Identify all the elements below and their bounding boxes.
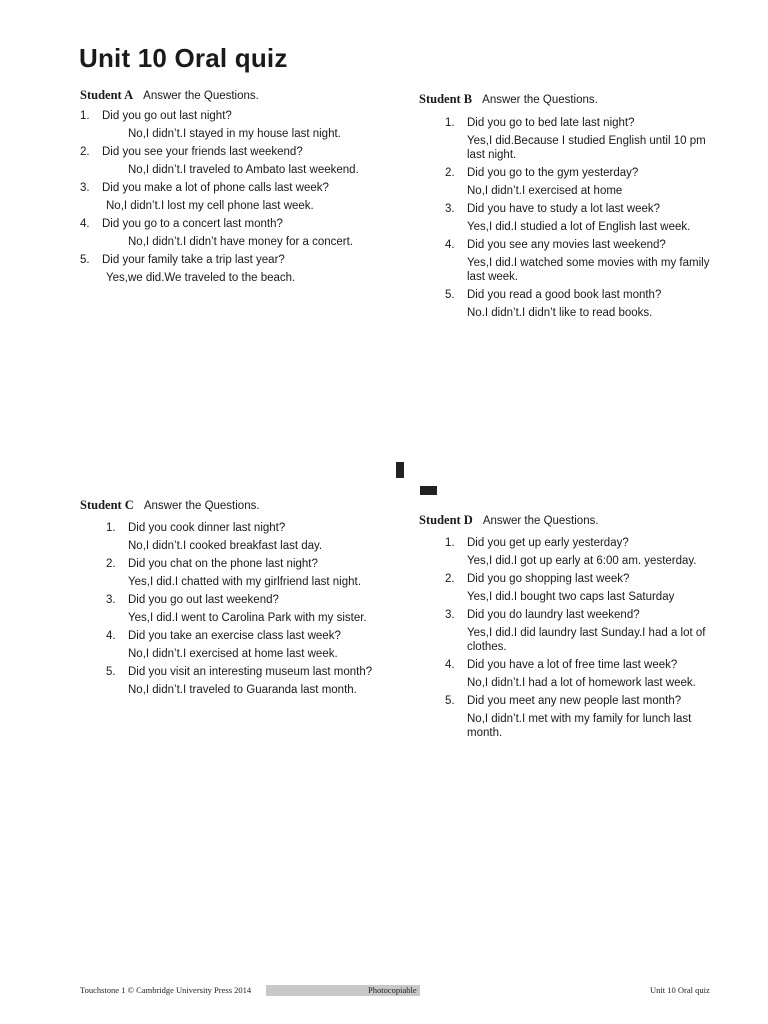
question-text: Did you see your friends last weekend? [102,146,303,158]
student-b-heading [419,92,719,107]
question-text: Did you take an exercise class last week? [128,630,341,642]
question-row [419,608,719,622]
answer-text: Yes,I did.I watched some movies with my family last week. [467,257,710,283]
item-number: 3. [80,182,90,194]
item-number: 4. [106,630,116,642]
item-number: 2. [445,167,455,179]
item-number: 2. [80,146,90,158]
answer-text: No,I didn’t.I stayed in my house last night. [128,128,341,140]
answer-text: No,I didn’t.I met with my family for lunch last month. [467,713,692,739]
footer-unit-title: Unit 10 Oral quiz [650,985,710,995]
item-number: 5. [106,666,116,678]
question-row [419,288,719,302]
quiz-item [419,116,719,162]
question-text: Did you make a lot of phone calls last week? [102,182,329,194]
student-d-heading [419,513,719,528]
quiz-item [80,521,390,553]
question-text: Did you get up early yesterday? [467,537,629,549]
page-title: Unit 10 Oral quiz [79,43,288,73]
question-text: Did you go to bed late last night? [467,117,635,129]
quiz-item [419,202,719,234]
question-text: Did you chat on the phone last night? [128,558,318,570]
item-number: 4. [445,239,455,251]
question-text: Did you have a lot of free time last week? [467,659,678,671]
question-row [80,521,390,535]
quiz-item [80,253,390,285]
item-number: 2. [445,573,455,585]
quiz-item [419,166,719,198]
question-row [419,166,719,180]
quiz-item [80,665,390,697]
quiz-item [80,629,390,661]
item-number: 4. [445,659,455,671]
answer-text: Yes,I did.I bought two caps last Saturday [467,591,675,603]
instruction-text: Answer the Questions. [143,500,260,512]
answer-text: Yes,I did.I chatted with my girlfriend last night. [128,576,361,588]
question-text: Did you meet any new people last month? [467,695,682,707]
item-number: 4. [80,218,90,230]
student-a-section [80,88,390,289]
question-row [80,665,390,679]
question-row [80,629,390,643]
quiz-item [419,608,719,654]
answer-text: Yes,I did.I did laundry last Sunday.I had a lot of clothes. [467,627,706,653]
footer-copyright: Touchstone 1 © Cambridge University Press 2014 [80,985,252,995]
item-number: 3. [445,203,455,215]
item-number: 5. [445,695,455,707]
scan-mark [396,462,404,478]
quiz-item [419,694,719,740]
question-row [80,181,390,195]
question-text: Did you go out last weekend? [128,594,279,606]
item-number: 2. [106,558,116,570]
question-text: Did you read a good book last month? [467,289,662,301]
question-row [80,145,390,159]
student-a-heading [80,88,390,103]
question-row [419,238,719,252]
item-number: 3. [445,609,455,621]
item-number: 1. [106,522,116,534]
answer-text: Yes,I did.I studied a lot of English last week. [467,221,691,233]
item-number: 5. [445,289,455,301]
item-number: 5. [80,254,90,266]
item-number: 1. [445,537,455,549]
question-row [80,217,390,231]
question-text: Did you cook dinner last night? [128,522,286,534]
question-row [419,536,719,550]
answer-text: Yes,we did.We traveled to the beach. [106,272,296,284]
answer-text: No,I didn’t.I cooked breakfast last day. [128,540,323,552]
item-number: 3. [106,594,116,606]
answer-text: No,I didn’t.I had a lot of homework last week. [467,677,696,689]
question-row [80,593,390,607]
quiz-item [80,593,390,625]
answer-text: No,I didn’t.I traveled to Guaranda last month. [128,684,357,696]
quiz-item [80,181,390,213]
item-number: 1. [445,117,455,129]
quiz-item [419,238,719,284]
quiz-item [419,288,719,320]
question-row [419,202,719,216]
question-text: Did you do laundry last weekend? [467,609,640,621]
student-label: Student A [80,88,134,102]
instruction-text: Answer the Questions. [143,90,259,102]
answer-text: Yes,I did.Because I studied English until 10 pm last night. [467,135,706,161]
student-label: Student D [419,513,473,527]
student-d-section [419,513,719,744]
answer-text: No,I didn’t.I exercised at home last week. [128,648,338,660]
question-row [80,557,390,571]
quiz-item [419,658,719,690]
quiz-item [419,536,719,568]
question-text: Did you go to a concert last month? [102,218,283,230]
question-text: Did you see any movies last weekend? [467,239,666,251]
question-text: Did you have to study a lot last week? [467,203,661,215]
question-text: Did you visit an interesting museum last month? [128,666,373,678]
answer-text: No,I didn’t.I exercised at home [467,185,623,197]
question-text: Did you go shopping last week? [467,573,630,585]
item-number: 1. [80,110,90,122]
question-row [419,572,719,586]
student-b-section [419,92,719,324]
student-label: Student B [419,92,473,106]
quiz-item [419,572,719,604]
answer-text: No.I didn’t.I didn’t like to read books. [467,307,653,319]
student-c-heading [80,498,390,513]
question-row [80,253,390,267]
quiz-item [80,557,390,589]
answer-text: No,I didn’t.I traveled to Ambato last weekend. [128,164,359,176]
answer-text: No,I didn’t.I lost my cell phone last week. [106,200,314,212]
footer-photocopiable: Photocopiable [368,985,417,995]
question-row [419,694,719,708]
question-row [80,109,390,123]
answer-text: Yes,I did.I went to Carolina Park with my sister. [128,612,367,624]
student-label: Student C [80,498,134,512]
quiz-item [80,145,390,177]
question-row [419,116,719,130]
question-text: Did your family take a trip last year? [102,254,285,266]
quiz-item [80,109,390,141]
quiz-item [80,217,390,249]
question-text: Did you go to the gym yesterday? [467,167,639,179]
answer-text: Yes,I did.I got up early at 6:00 am. yesterday. [467,555,697,567]
instruction-text: Answer the Questions. [482,515,599,527]
answer-text: No,I didn’t.I didn’t have money for a concert. [128,236,354,248]
question-text: Did you go out last night? [102,110,232,122]
instruction-text: Answer the Questions. [482,94,598,106]
student-c-section [80,498,390,701]
question-row [419,658,719,672]
scan-mark [420,486,437,495]
